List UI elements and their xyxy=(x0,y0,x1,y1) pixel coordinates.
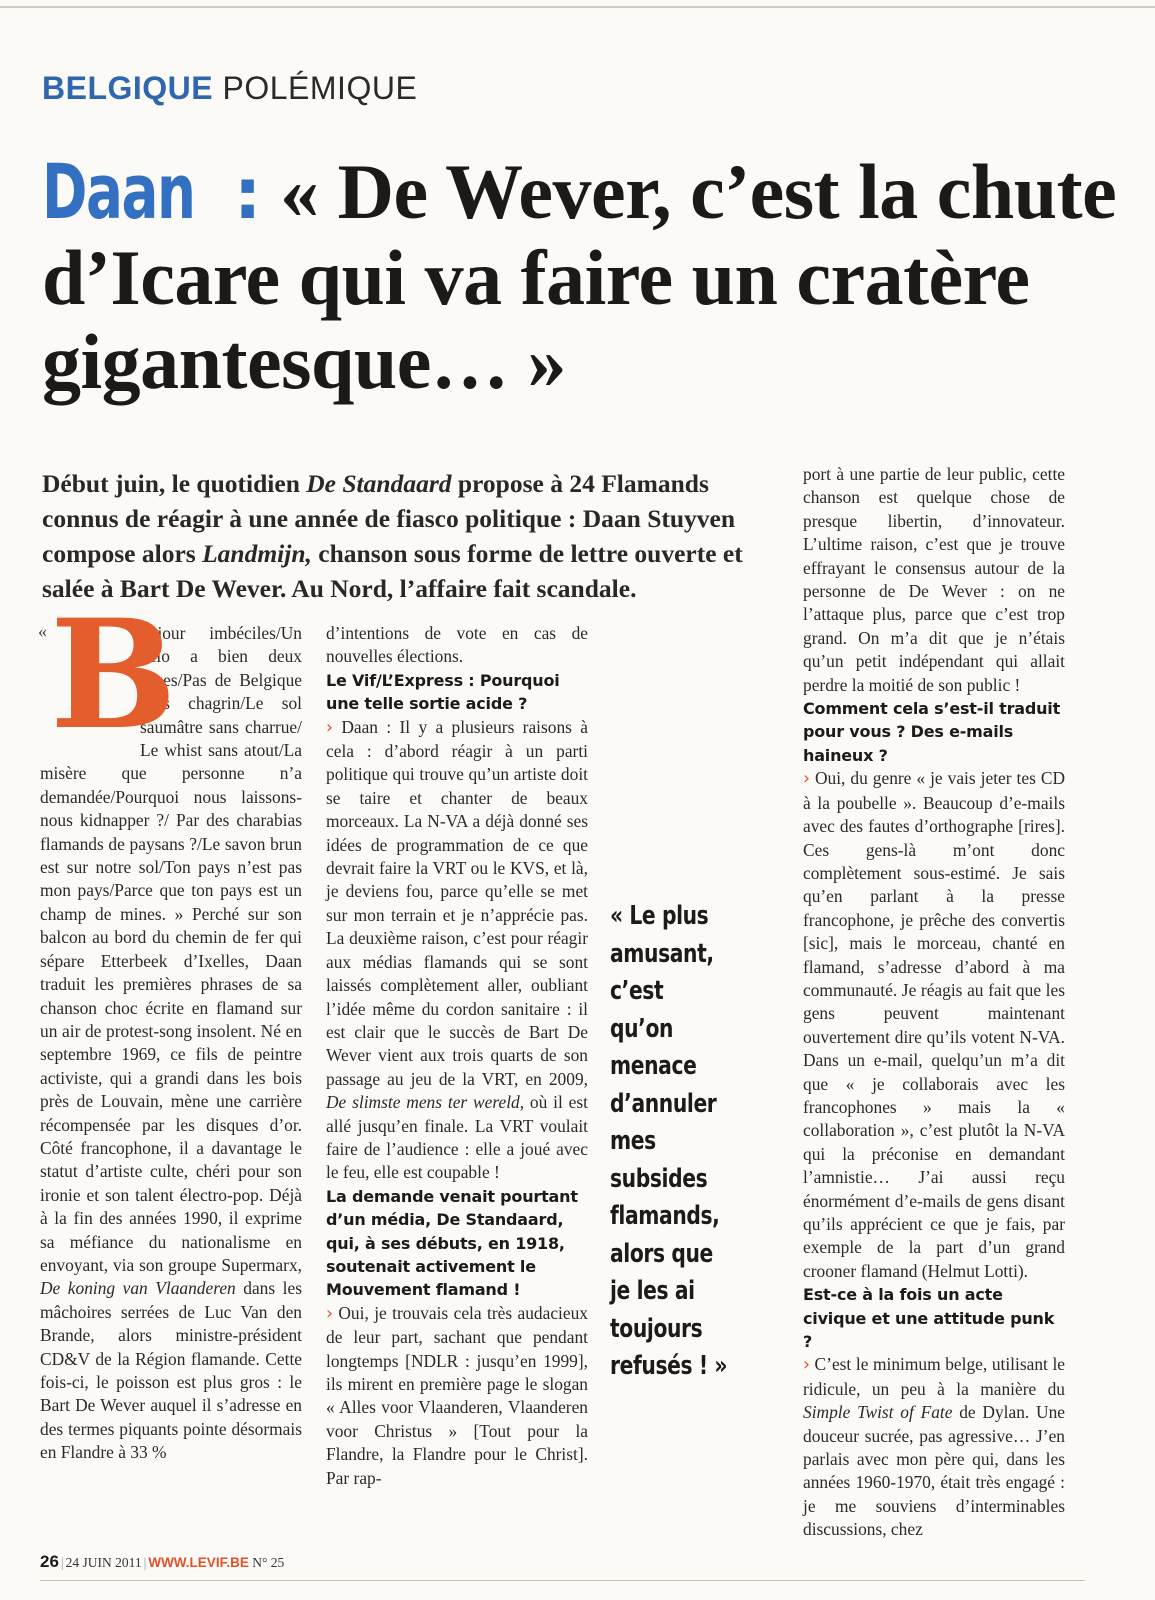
interview-question: Le Vif/L’Express : Pourquoi une telle sortie acide ? xyxy=(326,670,560,714)
page-footer xyxy=(40,1552,284,1572)
body-italic: De koning van Vlaanderen xyxy=(40,1278,236,1299)
lede-italic: Landmijn, xyxy=(202,539,312,568)
interview-question: Comment cela s’est-il traduit pour vous ? Des e-mails haineux ? xyxy=(803,699,1061,765)
body-paragraph: d’intentions de vote en cas de nouvelles élections. xyxy=(326,623,588,667)
body-text: : Il y a plusieurs raisons à cela : d’abord réagir à un parti politique qui trouve qu’un artiste doit se taire et chanter de beaux morceaux. La N-VA a déjà donné ses idées de programmation de ce que devrait faire la VRT ou le KVS, et là, je deviens fou, parce qu’elle se met sur mon terrain et je n’apprécie pas. La deuxième raison, c’est pour réagir aux médias flamands qui se sont laissés complètement aller, oubliant l’idée même du cordon sanitaire : il est clair que le succès de Bart De Wever vient aux trois quarts de son passage au jeu de la VRT, en 2009, xyxy=(326,716,588,1089)
lede-text: chanson sous forme de lettre ouverte et salée à Bart De Wever. Au Nord, l’affaire fait scandale. xyxy=(42,539,743,603)
body-text: Oui, je trouvais cela très audacieux de leur part, sachant que pendant longtemps [NDLR : jusqu’en 1999], ils mirent en première page le slogan « Alles voor Vlaanderen, Vlaanderen voor Christus » [Tout pour la Flandre, la Flandre pour le Christ]. Par rap- xyxy=(326,1302,588,1488)
body-text: Oui, du genre « je vais jeter tes CD à la poubelle ». Beaucoup d’e-mails avec des fautes d’orthographe [rires]. Ces gens-là m’ont donc complètement sous-estimé. Je sais qu’en parlant à la presse francophone, je prêche des convertis [sic], mais le morceau, chanté en flamand, s’adresse d’abord à ma communauté. Je réagis au fait que les gens peuvent maintenant ouvertement dire qu’ils votent N-VA. Dans un e-mail, quelqu’un m’a dit que « je collaborais avec les francophones » mais la « collaboration », c’est plutôt la N-VA qui la préconise en demandant l’amnistie… J’ai aussi reçu énormément d’e-mails de gens disant qu’ils apprécient ce que je fais, par exemple de la part d’un grand crooner flamand (Helmut Lotti). xyxy=(803,768,1065,1281)
pull-quote: « Le plus amusant, c’est qu’on menace d’annuler mes subsides flamands, alors que je les ai toujours refusés ! » xyxy=(610,901,728,1381)
dropcap xyxy=(38,587,177,763)
lede xyxy=(42,466,787,606)
section-rubric xyxy=(42,70,417,107)
issue-number: N° 25 xyxy=(252,1555,285,1570)
interview-answer xyxy=(803,767,1065,1283)
website-link[interactable]: WWW.LEVIF.BE xyxy=(148,1555,249,1570)
lede-italic: De Standaard xyxy=(306,469,452,498)
answer-arrow-icon: › xyxy=(326,717,333,738)
issue-date: 24 JUIN 2011 xyxy=(65,1555,142,1570)
body-paragraph: port à une partie de leur public, cette chanson est quelque chose de presque libertin, d’innovateur. L’ultime raison, c’est que je trouve effrayant le consensus autour de la personne de De Wever : on ne l’attaque plus, parce que c’est trop grand. On m’a dit que je n’étais qu’un petit indépendant qui allait perdre la moitié de son public ! xyxy=(803,464,1065,695)
body-text: dans les mâchoires serrées de Luc Van den Brande, alors ministre-président CD&V de la Région flamande. Cette fois-ci, le poisson est plus gros : le Bart De Wever auquel il s’adresse en des termes piquants pointe désormais en Flandre à 33 % xyxy=(40,1278,302,1463)
interview-answer xyxy=(326,716,588,1185)
body-italic: De slimste mens ter wereld, xyxy=(326,1092,525,1113)
body-column-3 xyxy=(803,463,1065,1542)
body-column-1 xyxy=(38,587,302,1465)
headline-colon: : xyxy=(209,153,262,235)
answer-arrow-icon: › xyxy=(803,1355,810,1376)
dropcap-letter: B xyxy=(50,587,177,763)
body-column-2 xyxy=(326,622,588,1490)
lede-text: propose à 24 Flamands connus de réagir à une année de fiasco politique : Daan Stuyven compose alors xyxy=(42,469,736,568)
footer-rule xyxy=(40,1580,1085,1581)
top-rule xyxy=(0,6,1155,8)
dropcap-quote-mark: « xyxy=(38,621,47,641)
body-text: C’est le minimum belge, utilisant le ridicule, un peu à la manière du xyxy=(803,1354,1065,1399)
interview-answer xyxy=(803,1353,1065,1541)
section-label: BELGIQUE xyxy=(42,70,214,106)
subsection-label: POLÉMIQUE xyxy=(222,70,418,106)
interview-question: La demande venait pourtant d’un média, De Standaard, qui, à ses débuts, en 1918, soutenait activement le Mouvement flamand ! xyxy=(326,1186,578,1300)
body-italic: Simple Twist of Fate xyxy=(803,1402,953,1423)
lede-text: Début juin, le quotidien xyxy=(42,469,307,498)
body-text: de Dylan. Une douceur sucrée, pas agressive… J’en parlais avec mon père qui, dans les années 1960-1970, était très engagé : je me souviens d’interminables discussions, chez xyxy=(803,1402,1065,1540)
headline-name: Daan xyxy=(42,147,195,236)
footer-separator: | xyxy=(60,1555,64,1570)
footer-separator: | xyxy=(143,1555,147,1570)
body-text: onjour imbéciles/Un vélo a bien deux roues/Pas de Belgique sans chagrin/Le sol saumâtre sans charrue/ Le whist sans atout/La misère que personne n’a demandée/Pourquoi nous laissons-nous kidnapper ?/ Par des charabias flamands de paysans ?/Le savon brun est sur notre sol/Ton pays n’est pas mon pays/Parce que ton pays est un champ de mines. » Perché sur son balcon au bord du chemin de fer qui sépare Etterbeek d’Ixelles, Daan traduit les premières phrases de sa chanson choc écrite en flamand sur un air de protest-song insolent. Né en septembre 1969, ce fils de peintre activiste, qui a grandi dans les bois près de Louvain, mène une carrière récompensée par les disques d’or. Côté francophone, il a davantage le statut d’artiste culte, chéri pour son ironie et son talent électro-pop. Déjà à la fin des années 1990, il exprime sa méfiance du nationalisme en envoyant, via son groupe Supermarx, xyxy=(40,623,302,1275)
interview-answer xyxy=(326,1302,588,1490)
answer-arrow-icon: › xyxy=(803,769,810,790)
answer-arrow-icon: › xyxy=(326,1303,333,1324)
answer-speaker: Daan xyxy=(341,716,379,737)
headline xyxy=(42,147,1132,405)
headline-quote: « De Wever, c’est la chute d’Icare qui va faire un cratère gigantesque… » xyxy=(42,148,1117,405)
interview-question: Est-ce à la fois un acte civique et une attitude punk ? xyxy=(803,1285,1055,1352)
body-text: où il est allé jusqu’en finale. La VRT voulait faire de l’audience : elle a joué avec le feu, elle est coupable ! xyxy=(326,1092,588,1183)
page-number: 26 xyxy=(40,1552,59,1571)
